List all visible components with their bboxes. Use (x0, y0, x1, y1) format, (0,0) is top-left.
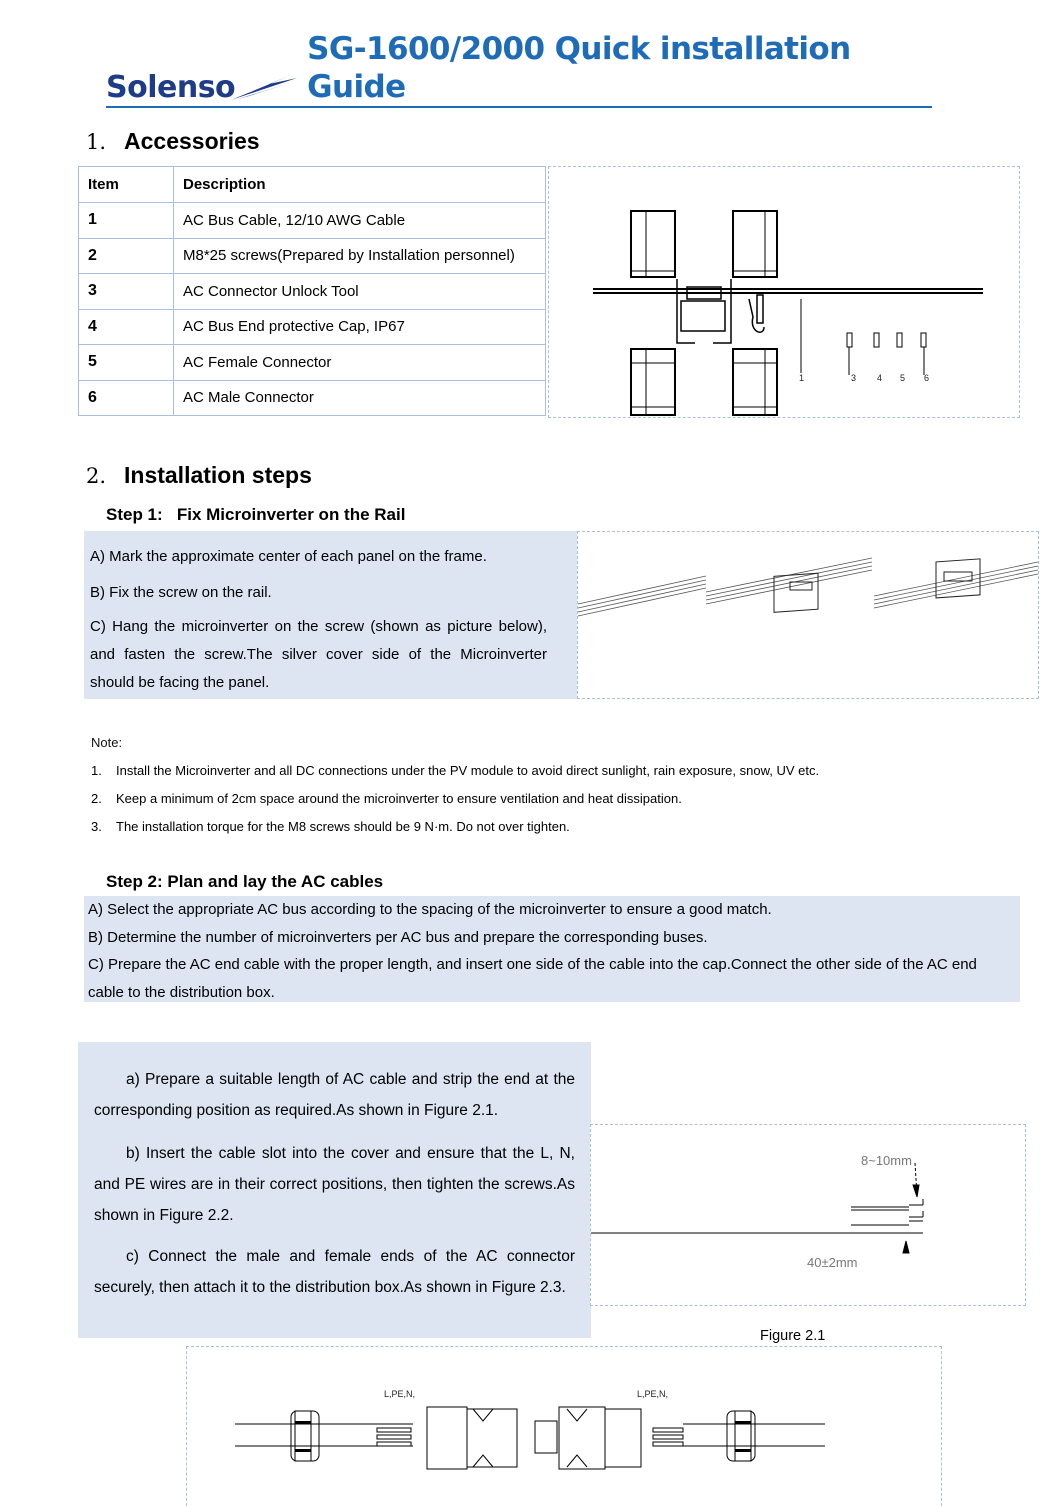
item-number: 3 (79, 274, 174, 310)
accessories-diagram (548, 166, 1020, 418)
note-item: 2. Keep a minimum of 2cm space around the microinverter to ensure ventilation and heat dissipation. (91, 791, 682, 806)
step2-heading: Step 2: Plan and lay the AC cables (106, 872, 384, 891)
step1-item-c: C) Hang the microinverter on the screw (shown as picture below), and fasten the screw.The silver cover side of the Microinverter should be facing the panel. (90, 618, 547, 691)
substep-c: c) Connect the male and female ends of the AC connector securely, then attach it to the distribution box.As shown in Figure 2.3. (94, 1248, 575, 1296)
substep-a: a) Prepare a suitable length of AC cable and strip the end at the corresponding position as required.As shown in Figure 2.1. (94, 1071, 575, 1119)
item-number: 1 (79, 203, 174, 239)
note-item: 1. Install the Microinverter and all DC connections under the PV module to avoid direct sunlight, rain exposure, snow, UV etc. (91, 763, 820, 778)
item-description: AC Bus End protective Cap, IP67 (174, 309, 546, 345)
step2-item-a: A) Select the appropriate AC bus according to the spacing of the microinverter to ensure a good match. (88, 901, 772, 918)
brand-logo (106, 70, 299, 106)
accessories-table (78, 166, 546, 416)
table-row (79, 238, 546, 274)
step1-heading: Step 1: Fix Microinverter on the Rail (106, 505, 406, 524)
figure-2-3 (186, 1346, 942, 1506)
table-header-row (79, 167, 546, 203)
item-number: 2 (79, 238, 174, 274)
item-description: AC Male Connector (174, 380, 546, 416)
ac-connector-diagram (187, 1347, 941, 1507)
step1-instructions (84, 531, 577, 699)
figure-label: 3 (851, 373, 857, 383)
logo-text: Solenso (106, 70, 236, 105)
rail-mount-figure (577, 531, 1039, 699)
figure-2-1-caption: Figure 2.1 (760, 1328, 826, 1344)
dimension-strip-length: 8~10mm (861, 1153, 912, 1168)
microinverter-rail-diagram (578, 532, 1038, 698)
figure-label: 1 (799, 373, 805, 383)
item-number: 5 (79, 345, 174, 381)
document-header (106, 31, 932, 108)
section-heading-accessories: 1. Accessories (86, 128, 260, 154)
panel-layout-diagram (549, 167, 1019, 417)
step2-item-b: B) Determine the number of microinverters per AC bus and prepare the corresponding buses. (88, 928, 708, 946)
step1-item-b: B) Fix the screw on the rail. (90, 584, 272, 601)
wire-label-left: L,PE,N, (384, 1389, 416, 1399)
item-number: 4 (79, 309, 174, 345)
note-label: Note: (91, 735, 123, 750)
step2-item-c: C) Prepare the AC end cable with the proper length, and insert one side of the cable into the cap.Connect the other side of the AC end cable to the distribution box. (88, 956, 977, 1001)
item-description: AC Female Connector (174, 345, 546, 381)
figure-label: 5 (900, 373, 906, 383)
figure-2-1 (590, 1124, 1026, 1306)
item-description: AC Connector Unlock Tool (174, 274, 546, 310)
substep-b: b) Insert the cable slot into the cover and ensure that the L, N, and PE wires are in their correct positions, then tighten the screws.As shown in Figure 2.2. (94, 1145, 575, 1224)
document-title: SG-1600/2000 Quick installation Guide (307, 31, 851, 105)
logo-swoosh-icon (229, 74, 299, 102)
item-number: 6 (79, 380, 174, 416)
table-row (79, 309, 546, 345)
table-row (79, 274, 546, 310)
wire-label-right: L,PE,N, (637, 1389, 669, 1399)
column-header-description: Description (174, 167, 546, 203)
dimension-sheath-length: 40±2mm (807, 1255, 858, 1270)
table-row (79, 380, 546, 416)
figure-label: 6 (924, 373, 930, 383)
substep-instructions (78, 1042, 591, 1338)
cable-strip-diagram (591, 1125, 1025, 1305)
step2-instructions (84, 896, 1020, 1002)
item-description: AC Bus Cable, 12/10 AWG Cable (174, 203, 546, 239)
note-item: 3. The installation torque for the M8 screws should be 9 N·m. Do not over tighten. (91, 819, 570, 834)
item-description: M8*25 screws(Prepared by Installation personnel) (174, 238, 546, 274)
figure-label: 4 (877, 373, 883, 383)
step1-item-a: A) Mark the approximate center of each panel on the frame. (90, 548, 487, 565)
table-row (79, 203, 546, 239)
table-row (79, 345, 546, 381)
column-header-item: Item (79, 167, 174, 203)
section-heading-installation-steps: 2. Installation steps (86, 462, 312, 488)
